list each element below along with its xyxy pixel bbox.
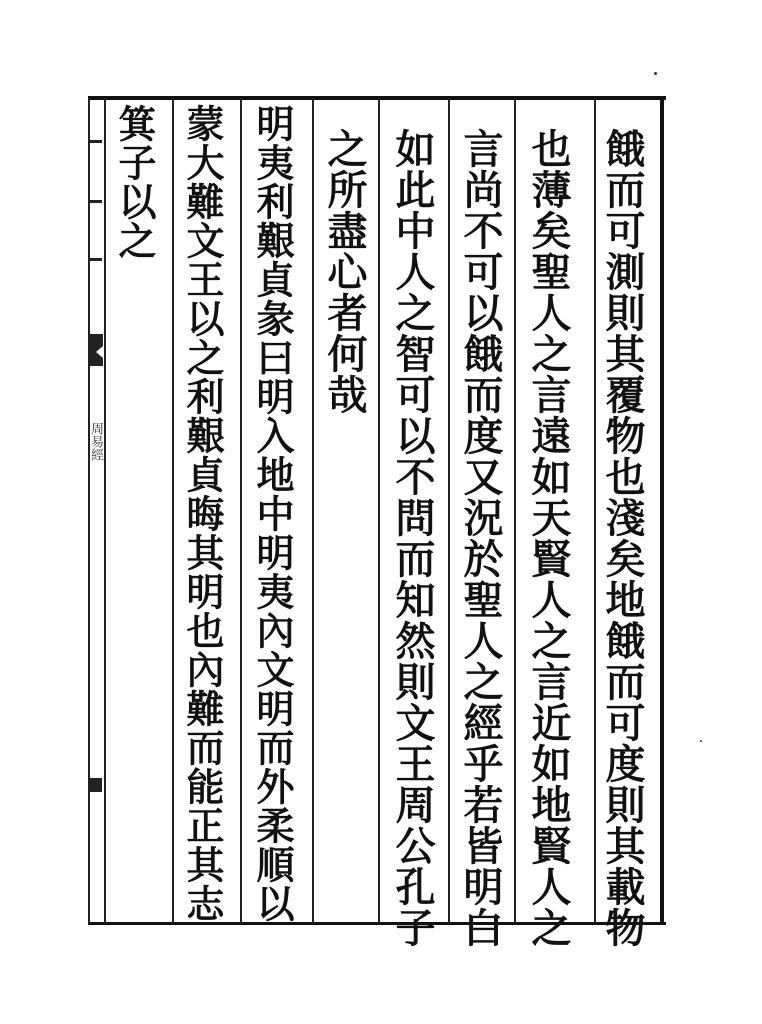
text-column-6: 明夷利艱貞彖曰明入地中明夷內文明而外柔順以 (250, 104, 295, 923)
margin-mark (90, 778, 102, 792)
fish-tail-mark (88, 332, 104, 368)
column-rule (514, 98, 516, 924)
text-column-4: 如此中人之智可以不問而知然則文王周公孔子 (389, 128, 436, 948)
ink-speck (700, 740, 702, 742)
column-rule (594, 98, 596, 924)
frame-right-border (660, 96, 664, 925)
margin-mark (90, 200, 102, 203)
column-rule (172, 98, 174, 924)
ink-speck (654, 72, 657, 75)
column-rule (378, 98, 380, 924)
margin-mark (90, 140, 102, 143)
text-column-8: 箕子以之 (112, 104, 157, 260)
text-column-7: 蒙大難文王以之利艱貞晦其明也內難而能正其志 (180, 104, 225, 923)
column-rule (448, 98, 450, 924)
text-column-5: 之所盡心者何哉 (321, 128, 368, 415)
margin-mark (90, 258, 102, 261)
text-column-1: 餓而可測則其覆物也淺矣地餓而可度則其載物 (599, 128, 646, 948)
column-rule (312, 98, 314, 924)
frame-top-border (88, 96, 666, 100)
column-rule (240, 98, 242, 924)
margin-title: 周易經 (88, 422, 103, 461)
column-rule (104, 98, 106, 924)
text-column-3: 言尚不可以餓而度又況於聖人之經乎若皆明白 (457, 128, 504, 948)
text-column-2: 也薄矣聖人之言遠如天賢人之言近如地賢人之 (525, 128, 572, 948)
frame-bottom-border (88, 922, 666, 925)
